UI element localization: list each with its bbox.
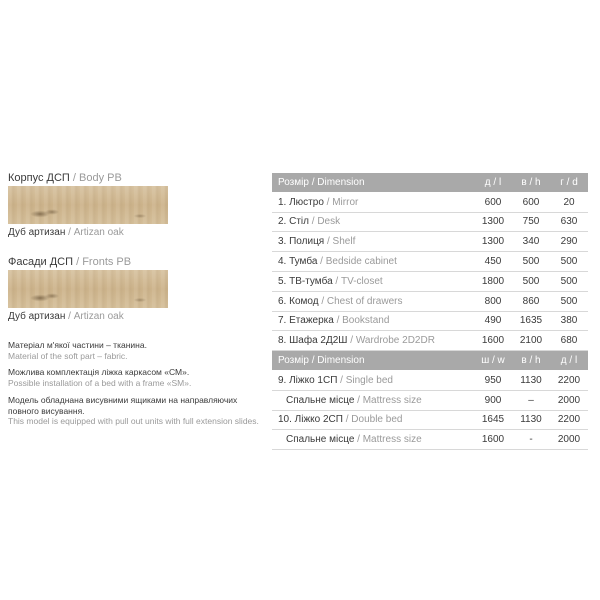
row-label	[272, 296, 474, 307]
row-label-en: / TV-closet	[335, 275, 383, 287]
row-label-ua: Спальне місце	[286, 394, 355, 406]
note-fabric-ua: Матеріал м'якої частини – тканина.	[8, 340, 147, 350]
row-label-ua: 5. ТВ-тумба	[278, 275, 333, 287]
row-value-3: 2200	[557, 374, 581, 386]
note-slides	[8, 395, 293, 427]
body-name-ua: Дуб артизан	[8, 227, 66, 238]
row-label-ua: 4. Тумба	[278, 256, 318, 268]
row-label-ua: 1. Люстро	[278, 196, 324, 208]
row-value-1: 490	[484, 315, 502, 327]
fronts-name-ua: Дуб артизан	[8, 311, 66, 322]
row-label	[272, 315, 474, 326]
row-label-en: / Mirror	[326, 196, 359, 208]
row-label-ua: Спальне місце	[286, 434, 355, 446]
body-material-name	[8, 227, 124, 238]
row-label-en: / Desk	[311, 216, 341, 228]
row-value-1: 800	[484, 295, 502, 307]
row-value-1: 1600	[481, 335, 505, 347]
body-material-title	[8, 172, 122, 184]
row-value-3: 2200	[557, 414, 581, 426]
table2-header-en: / Dimension	[311, 355, 365, 367]
row-label	[272, 197, 474, 208]
dimensions-table	[272, 173, 588, 450]
note-frame-en: Possible installation of a bed with a frame «SM».	[8, 377, 192, 388]
table-row	[272, 312, 588, 332]
body-name-en: / Artizan oak	[68, 227, 124, 238]
table1-header-label	[272, 177, 474, 188]
row-label	[272, 256, 474, 267]
row-value-2: 600	[522, 196, 540, 208]
row-value-1: 1800	[481, 275, 505, 287]
table-row	[272, 411, 588, 431]
table-row	[272, 213, 588, 233]
table-row	[272, 193, 588, 213]
row-value-2: 750	[522, 216, 540, 228]
row-value-2: 1130	[520, 414, 542, 426]
row-label-en: / Mattress size	[357, 394, 422, 406]
fronts-title-ua: Фасади ДСП	[8, 256, 74, 268]
row-label-ua: 2. Стіл	[278, 216, 309, 228]
row-label-en: / Single bed	[340, 374, 393, 386]
table1-col2-header: в / h	[521, 176, 541, 188]
row-label-en: / Shelf	[327, 236, 356, 248]
row-label	[272, 216, 474, 227]
row-value-2: -	[529, 434, 533, 446]
fronts-material-title	[8, 256, 131, 268]
row-value-2: 860	[522, 295, 540, 307]
row-label	[272, 335, 474, 346]
row-label-ua: 7. Етажерка	[278, 315, 334, 327]
row-value-3: 380	[560, 315, 578, 327]
table1-header-ua: Розмір	[278, 176, 309, 188]
body-title-ua: Корпус ДСП	[8, 172, 70, 184]
row-label-en: / Chest of drawers	[321, 295, 403, 307]
row-label	[272, 276, 474, 287]
row-label-en: / Bookstand	[336, 315, 390, 327]
row-value-1: 1300	[481, 236, 505, 248]
table2-header-label	[272, 355, 474, 366]
table2-col2-header: в / h	[521, 355, 541, 367]
row-label-en: / Mattress size	[357, 434, 422, 446]
table2-header	[272, 351, 588, 371]
table-row	[272, 232, 588, 252]
row-value-3: 500	[560, 295, 578, 307]
row-value-2: –	[528, 394, 534, 406]
row-value-2: 2100	[519, 335, 543, 347]
table-row	[272, 252, 588, 272]
table1-header	[272, 173, 588, 193]
row-value-1: 450	[484, 256, 502, 268]
note-fabric-en: Material of the soft part – fabric.	[8, 350, 128, 361]
row-label-ua: 3. Полиця	[278, 236, 325, 248]
table-row	[272, 331, 588, 351]
body-title-en: / Body PB	[72, 172, 122, 184]
row-label-ua: 9. Ліжко 1СП	[278, 374, 338, 386]
row-value-3: 680	[560, 335, 578, 347]
table1-col1-header: д / l	[484, 176, 502, 188]
row-value-3: 2000	[557, 434, 581, 446]
row-value-2: 500	[522, 256, 540, 268]
note-frame	[8, 367, 283, 388]
table2-header-ua: Розмір	[278, 355, 309, 367]
row-label-ua: 8. Шафа 2Д2Ш	[278, 335, 348, 347]
row-label-en: / Double bed	[345, 414, 403, 426]
row-label	[272, 434, 474, 445]
row-label	[272, 414, 474, 425]
row-value-3: 500	[560, 275, 578, 287]
row-value-2: 1130	[520, 374, 542, 386]
row-label-en: / Wardrobe 2D2DR	[350, 335, 435, 347]
row-value-1: 900	[484, 394, 502, 406]
table-row	[272, 371, 588, 391]
row-value-1: 600	[484, 196, 502, 208]
row-value-2: 1635	[519, 315, 543, 327]
row-label	[272, 236, 474, 247]
fronts-material-name	[8, 311, 124, 322]
row-label-ua: 10. Ліжко 2СП	[278, 414, 343, 426]
table1-col3-header: г / d	[560, 176, 578, 188]
row-value-1: 1600	[481, 434, 505, 446]
row-value-3: 500	[560, 256, 578, 268]
row-value-3: 630	[560, 216, 578, 228]
table-row	[272, 391, 588, 411]
row-value-3: 20	[563, 196, 575, 208]
note-slides-ua: Модель обладнана висувними ящиками на направляючих повного висування.	[8, 395, 238, 416]
row-value-1: 1300	[481, 216, 505, 228]
row-label-ua: 6. Комод	[278, 295, 319, 307]
note-slides-en: This model is equipped with pull out units with full extension slides.	[8, 416, 259, 426]
row-value-1: 1645	[481, 414, 505, 426]
row-label	[272, 395, 474, 406]
body-oak-swatch	[8, 186, 168, 224]
row-value-2: 340	[522, 236, 540, 248]
row-label-en: / Bedside cabinet	[320, 256, 397, 268]
fronts-oak-swatch	[8, 270, 168, 308]
table-row	[272, 292, 588, 312]
row-label	[272, 375, 474, 386]
table-row	[272, 430, 588, 450]
row-value-2: 500	[522, 275, 540, 287]
fronts-name-en: / Artizan oak	[68, 311, 124, 322]
row-value-1: 950	[484, 374, 502, 386]
fronts-title-en: / Fronts PB	[76, 256, 132, 268]
note-frame-ua: Можлива комплектація ліжка каркасом «СМ».	[8, 367, 190, 377]
row-value-3: 2000	[557, 394, 581, 406]
table1-header-en: / Dimension	[311, 176, 365, 188]
row-value-3: 290	[560, 236, 578, 248]
table2-col1-header: ш / w	[481, 355, 505, 367]
note-fabric	[8, 340, 283, 361]
table-row	[272, 272, 588, 292]
table2-col3-header: д / l	[560, 355, 578, 367]
